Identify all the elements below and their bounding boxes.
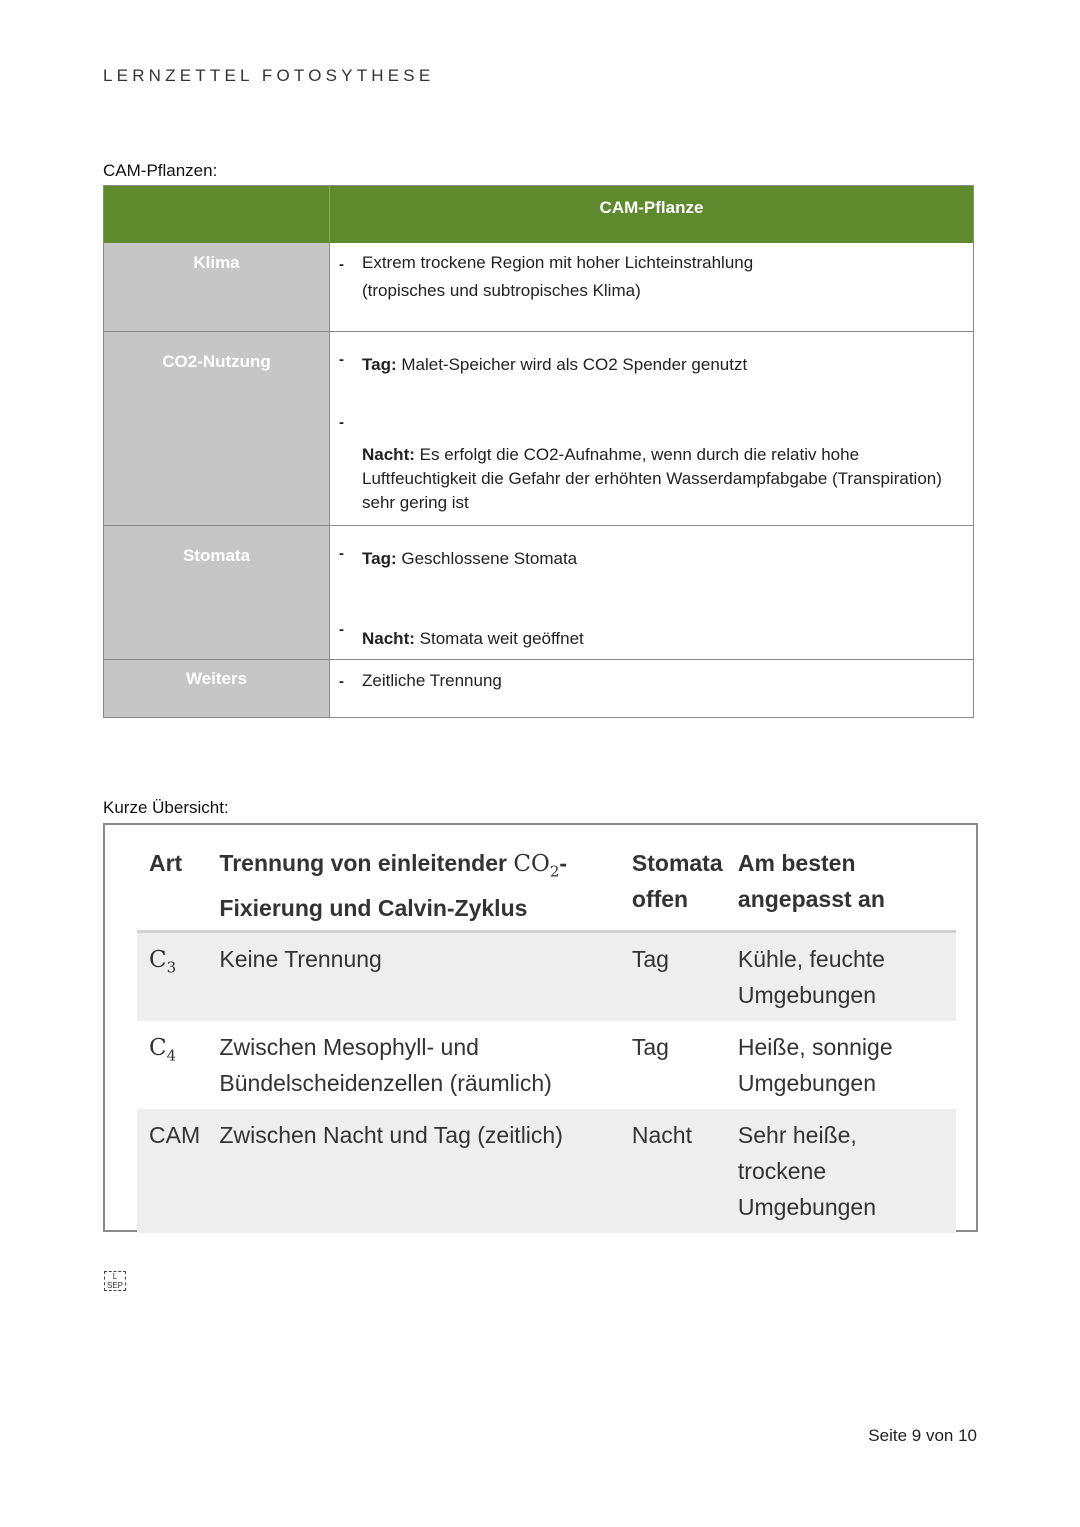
cam-bullet-bold: Nacht: xyxy=(362,629,415,648)
cell-trennung: Keine Trennung xyxy=(219,931,631,1021)
cam-bullet-bold: Tag: xyxy=(362,549,397,568)
cam-bullet xyxy=(362,625,953,653)
cam-row-key: Klima xyxy=(104,243,330,331)
bullet-dash: - xyxy=(339,256,344,273)
header-text: Fixierung und Calvin-Zyklus xyxy=(219,894,528,921)
cam-bullet-text: Geschlossene Stomata xyxy=(401,549,578,568)
cam-row-key: Stomata xyxy=(104,526,330,659)
cam-row-value xyxy=(330,660,973,717)
cam-row-co2-nutzung xyxy=(104,332,973,526)
overview-header-art: Art xyxy=(137,845,219,931)
bullet-dash: - xyxy=(339,351,344,368)
cam-row-key: Weiters xyxy=(104,660,330,717)
bullet-dash: - xyxy=(339,673,344,690)
bullet-dash: - xyxy=(339,545,344,562)
cam-bullet xyxy=(362,249,953,305)
cam-table-header-empty xyxy=(104,186,330,242)
cam-bullet-bold: Tag: xyxy=(362,355,397,374)
header-text: angepasst an xyxy=(737,886,885,912)
cam-bullet xyxy=(362,443,953,515)
cell-angepasst: Kühle, feuchte Umgebungen xyxy=(738,931,956,1021)
cam-bullet-text: Malet-Speicher wird als CO2 Spender genutzt xyxy=(401,355,748,374)
cell-art: CAM xyxy=(137,1109,219,1233)
cam-row-key: CO2-Nutzung xyxy=(104,332,330,525)
cell-trennung: Zwischen Mesophyll- und Bündelscheidenzellen (räumlich) xyxy=(219,1033,552,1096)
cam-row-value xyxy=(330,243,973,331)
cam-section-label: CAM-Pflanzen: xyxy=(103,161,218,180)
cell-angepasst: Sehr heiße, trockene Umgebungen xyxy=(738,1109,956,1233)
header-text: - xyxy=(559,850,568,876)
co2-formula: $CO_2$ xyxy=(513,851,560,881)
header-text: offen xyxy=(631,886,689,912)
cam-bullet-text: Es erfolgt die CO2-Aufnahme, wenn durch die relativ hohe Luftfeuchtigkeit die Gefahr der erhöhten Wasserdampfabgabe (Transpiration) sehr gering ist xyxy=(362,445,942,512)
header-text: Trennung von einleitender xyxy=(219,850,514,876)
bullet-dash: - xyxy=(339,414,344,431)
overview-table xyxy=(137,845,956,1233)
cell-angepasst: Heiße, sonnige Umgebungen xyxy=(737,1033,893,1096)
cam-bullet-text: Zeitliche Trennung xyxy=(362,671,502,690)
table-row xyxy=(137,1109,956,1233)
cam-table-column-header: CAM-Pflanze xyxy=(599,198,704,217)
cam-bullet xyxy=(362,545,953,573)
cam-bullet-text: Stomata weit geöffnet xyxy=(419,629,584,648)
page-header-title: LERNZETTEL FOTOSYTHESE xyxy=(103,66,435,85)
header-text: Am besten xyxy=(737,850,856,876)
overview-header-row xyxy=(137,845,956,931)
overview-header-angepasst xyxy=(738,845,956,931)
cam-bullet xyxy=(362,351,953,379)
page-number: Seite 9 von 10 xyxy=(868,1426,977,1445)
cell-stomata: Tag xyxy=(632,931,738,1021)
overview-section-label: Kurze Übersicht: xyxy=(103,798,229,817)
sep-placeholder-icon: L SEP xyxy=(104,1271,126,1291)
cam-row-weiters xyxy=(104,660,973,717)
cam-table xyxy=(103,185,974,718)
cam-bullet-bold: Nacht: xyxy=(362,445,415,464)
header-text: Stomata xyxy=(631,850,723,876)
cam-table-header-row xyxy=(104,186,973,243)
bullet-dash: - xyxy=(339,621,344,638)
cam-row-value xyxy=(330,526,973,659)
cell-art: $C_3$ xyxy=(137,931,219,1021)
cell-trennung: Zwischen Nacht und Tag (zeitlich) xyxy=(219,1109,631,1233)
overview-header-trennung xyxy=(219,845,631,931)
cam-bullet-line: Extrem trockene Region mit hoher Lichteinstrahlung xyxy=(362,253,754,272)
overview-header-stomata xyxy=(632,845,738,931)
cam-row-value xyxy=(330,332,973,525)
overview-box xyxy=(103,823,978,1232)
cam-row-stomata xyxy=(104,526,973,660)
table-row xyxy=(137,1021,956,1109)
cell-art: $C_4$ xyxy=(149,1034,177,1065)
cell-stomata: Tag xyxy=(631,1033,669,1060)
table-row xyxy=(137,931,956,1021)
cell-stomata: Nacht xyxy=(632,1109,738,1233)
cam-bullet xyxy=(362,667,953,695)
cam-row-klima xyxy=(104,243,973,332)
cam-bullet-line: (tropisches und subtropisches Klima) xyxy=(362,281,641,300)
